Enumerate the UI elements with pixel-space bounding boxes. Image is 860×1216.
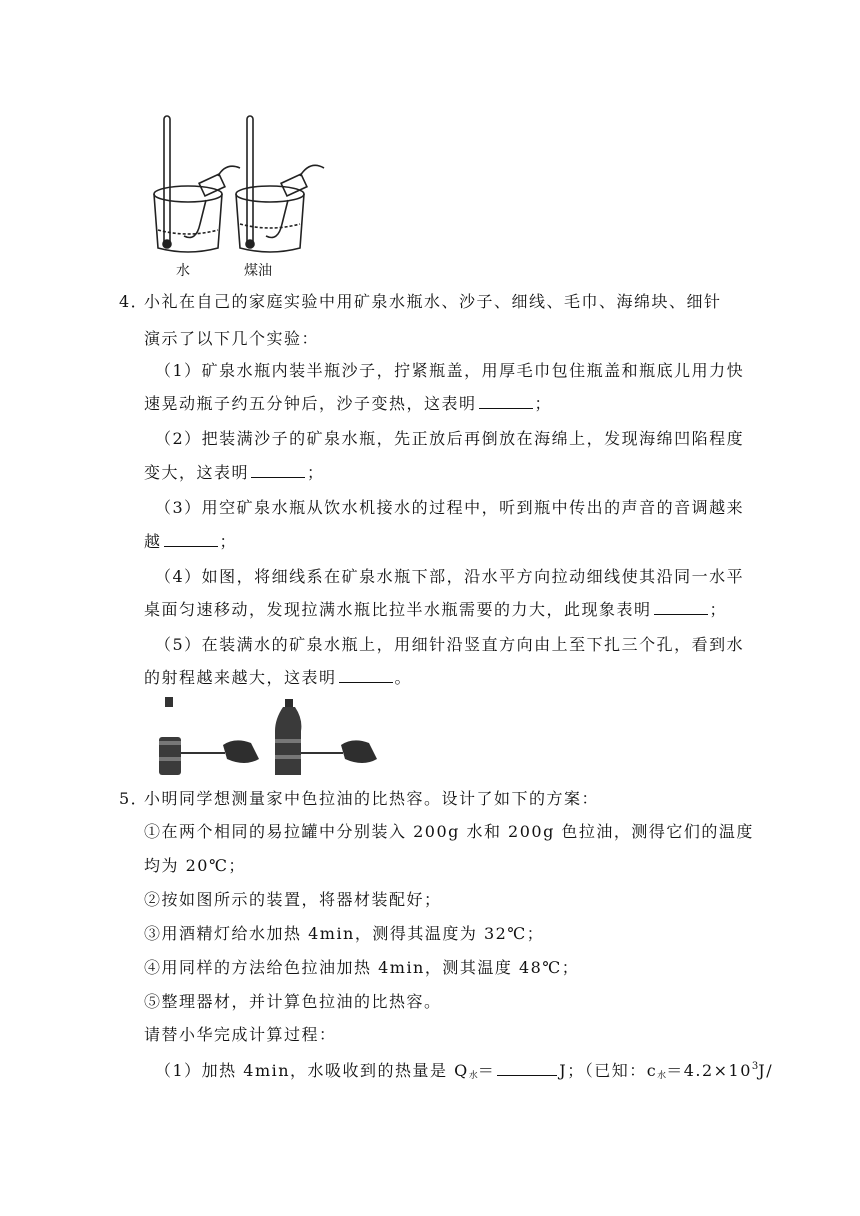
q4-part2-blank[interactable]	[251, 461, 305, 478]
beaker-diagram	[148, 112, 338, 282]
q5-calc-unit: J；（已知：c	[559, 1061, 658, 1080]
q5-calc-exponent: 3	[751, 1061, 759, 1072]
q4-part2-end: ；	[307, 463, 325, 482]
q5-calc-blank[interactable]	[497, 1059, 557, 1076]
bottle-pull-figure	[155, 693, 395, 779]
q5-step2: ②按如图所示的装置，将器材装配好；	[144, 890, 442, 909]
q5-calc-equals: ＝	[477, 1061, 496, 1080]
q4-part4-text: 桌面匀速移动，发现拉满水瓶比拉半水瓶需要的力大，此现象表明	[144, 600, 652, 619]
q4-part5-text: 的射程越来越大，这表明	[144, 668, 337, 687]
q5-step3: ③用酒精灯给水加热 4min，测得其温度为 32℃；	[144, 924, 545, 943]
q4-part1-text: 速晃动瓶子约五分钟后，沙子变热，这表明	[144, 394, 477, 413]
q5-calc-value: ＝4.2×10	[666, 1061, 752, 1080]
q4-intro-line-2: 演示了以下几个实验：	[144, 329, 320, 348]
q5-step1-line-1: ①在两个相同的易拉罐中分别装入 200g 水和 200g 色拉油，测得它们的温度	[144, 822, 754, 841]
q4-part5-line-2	[144, 666, 412, 689]
q4-part4-line-2	[144, 598, 727, 621]
q4-part2-text: 变大，这表明	[144, 463, 250, 482]
q4-part1-line-1: （1）矿泉水瓶内装半瓶沙子，拧紧瓶盖，用厚毛巾包住瓶盖和瓶底儿用力快	[155, 361, 745, 380]
kerosene-label: 煤油	[244, 263, 272, 279]
q4-intro-line-1: 小礼在自己的家庭实验中用矿泉水瓶水、沙子、细线、毛巾、海绵块、细针	[144, 292, 722, 311]
q4-part5-line-1: （5）在装满水的矿泉水瓶上，用细针沿竖直方向由上至下扎三个孔，看到水	[155, 635, 745, 654]
q5-intro: 小明同学想测量家中色拉油的比热容。设计了如下的方案：	[144, 789, 600, 808]
question-4-number: 4．	[119, 292, 149, 311]
q5-calc-text: （1）加热 4min，水吸收到的热量是 Q	[155, 1061, 469, 1080]
q5-step4: ④用同样的方法给色拉油加热 4min，测其温度 48℃；	[144, 958, 580, 977]
q4-part4-blank[interactable]	[654, 598, 708, 615]
q4-part3-line-2	[144, 530, 237, 553]
q4-part1-end: ；	[534, 394, 553, 413]
q4-part2-line-1: （2）把装满沙子的矿泉水瓶，先正放后再倒放在海绵上，发现海绵凹陷程度	[155, 429, 745, 448]
q5-step1-line-2: 均为 20℃；	[144, 856, 246, 875]
beaker-experiment-figure	[148, 112, 338, 282]
water-label: 水	[176, 263, 190, 279]
q-water-subscript: 水	[468, 1071, 478, 1081]
question-5-number: 5．	[119, 789, 149, 808]
q4-part3-blank[interactable]	[164, 530, 218, 547]
q4-part5-blank[interactable]	[339, 666, 393, 683]
q4-part4-end: ；	[709, 600, 728, 619]
q4-part1-line-2	[144, 392, 552, 415]
c-water-subscript: 水	[657, 1071, 667, 1081]
q5-step5: ⑤整理器材，并计算色拉油的比热容。	[144, 992, 442, 1011]
q4-part3-text: 越	[144, 532, 162, 551]
bottle-photo-diagram	[155, 693, 395, 779]
q4-part3-line-1: （3）用空矿泉水瓶从饮水机接水的过程中，听到瓶中传出的声音的音调越来	[155, 498, 745, 517]
q4-part2-line-2	[144, 461, 325, 484]
q4-part1-blank[interactable]	[479, 392, 533, 409]
q4-part5-end: 。	[394, 668, 413, 687]
q5-ask: 请替小华完成计算过程：	[144, 1025, 337, 1044]
q5-calc-line-1	[155, 1056, 773, 1087]
q4-part3-end: ；	[219, 532, 238, 551]
q5-calc-tail: J/	[758, 1061, 774, 1080]
q4-part4-line-1: （4）如图，将细线系在矿泉水瓶下部，沿水平方向拉动细线使其沿同一水平	[155, 567, 745, 586]
